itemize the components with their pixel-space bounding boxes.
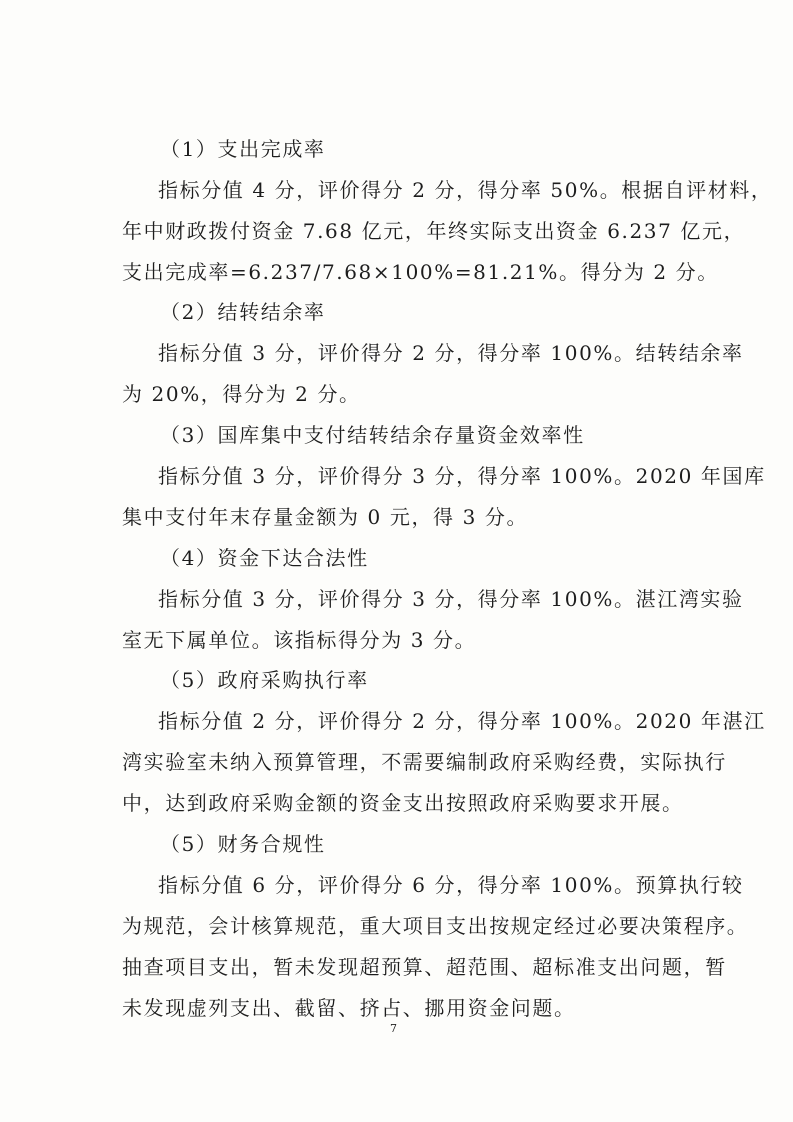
paragraph-line: 为规范，会计核算规范，重大项目支出按规定经过必要决策程序。 [122,914,749,938]
paragraph-line: 年中财政拨付资金 7.68 亿元，年终实际支出资金 6.237 亿元， [122,219,746,243]
paragraph-line: 指标分值 3 分，评价得分 3 分，得分率 100%。2020 年国库 [158,464,766,488]
section-heading-fund-legality: （4）资金下达合法性 [160,546,369,570]
paragraph-line: 指标分值 2 分，评价得分 2 分，得分率 100%。2020 年湛江 [158,709,766,733]
paragraph-line: 未发现虚列支出、截留、挤占、挪用资金问题。 [122,996,576,1020]
paragraph-line: 为 20%，得分为 2 分。 [122,382,361,406]
section-heading-expenditure-completion-rate: （1）支出完成率 [160,137,326,161]
paragraph-line: 中，达到政府采购金额的资金支出按照政府采购要求开展。 [122,791,684,815]
page-number: 7 [390,1022,397,1035]
paragraph-line: 室无下属单位。该指标得分为 3 分。 [122,628,477,652]
paragraph-line: 指标分值 3 分，评价得分 3 分，得分率 100%。湛江湾实验 [158,587,744,611]
section-heading-treasury-funds-efficiency: （3）国库集中支付结转结余存量资金效率性 [160,423,585,447]
paragraph-line: 指标分值 3 分，评价得分 2 分，得分率 100%。结转结余率 [158,341,744,365]
paragraph-line: 支出完成率=6.237/7.68×100%=81.21%。得分为 2 分。 [122,260,719,284]
paragraph-line: 指标分值 4 分，评价得分 2 分，得分率 50%。根据自评材料， [158,178,773,202]
section-heading-carryover-rate: （2）结转结余率 [160,300,326,324]
section-heading-financial-compliance: （5）财务合规性 [160,832,326,856]
paragraph-line: 抽查项目支出，暂未发现超预算、超范围、超标准支出问题，暂 [122,955,727,979]
paragraph-line: 指标分值 6 分，评价得分 6 分，得分率 100%。预算执行较 [158,873,744,897]
section-heading-procurement-execution-rate: （5）政府采购执行率 [160,668,369,692]
paragraph-line: 集中支付年末存量金额为 0 元，得 3 分。 [122,505,529,529]
paragraph-line: 湾实验室未纳入预算管理，不需要编制政府采购经费，实际执行 [122,750,727,774]
